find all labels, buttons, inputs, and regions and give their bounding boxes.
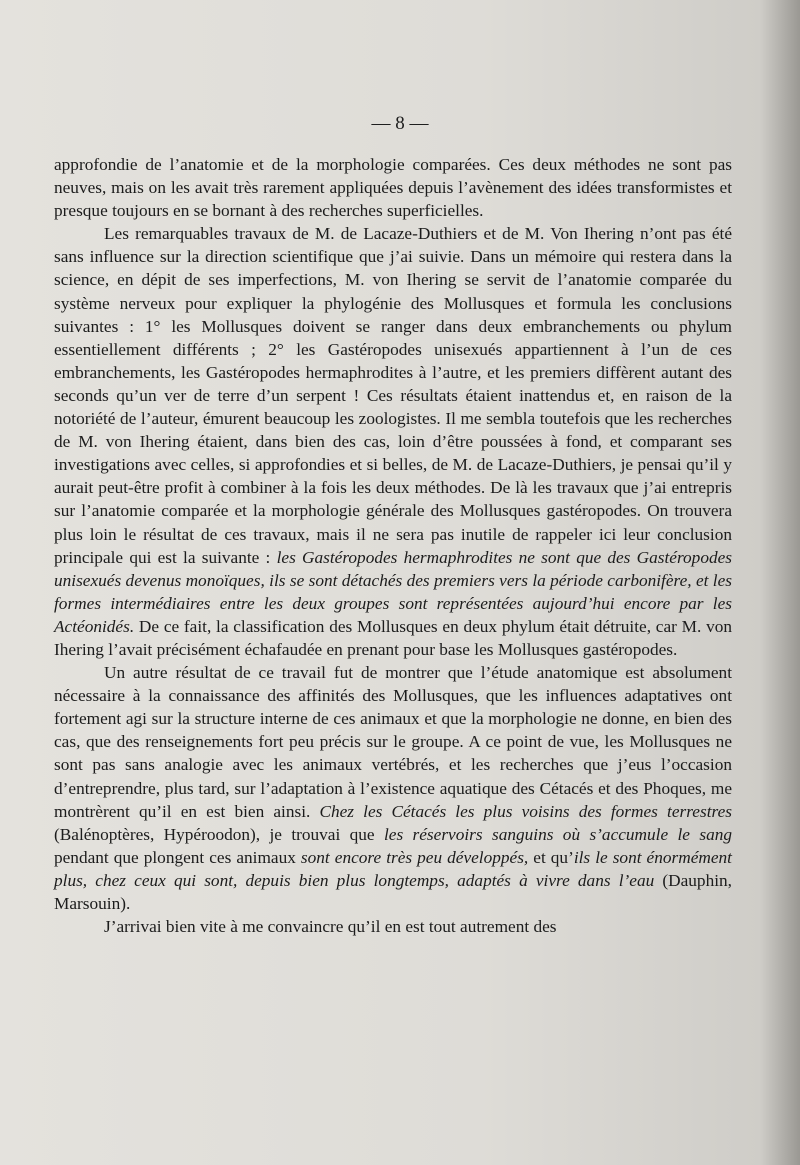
paragraph-4 [54,915,732,938]
paragraph-2 [54,222,732,661]
text-span: approfondie de l’anatomie et de la morphologie comparées. Ces deux méthodes ne sont pas neuves, mais on les avait très rarement appliquées depuis l’avènement des idées transformistes et presque toujours en se bornant à des recherches superficielles. [54,155,732,221]
text-span: (Balénoptères, Hypéroodon), je trouvai que [54,824,384,844]
body-text [54,153,732,938]
page-number: — 8 — [371,113,429,134]
italic-phrase: sont encore très peu développés, [300,847,529,867]
paragraph-1 [54,153,732,222]
italic-phrase: les réservoirs sanguins où s’accumule le sang [383,824,732,844]
paragraph-3 [54,661,732,915]
text-span: Les remarquables travaux de M. de Lacaze-Duthiers et de M. Von Ihering n’ont pas été sans influence sur la direction scientifique que j’ai suivie. Dans un mémoire qui restera dans la science, en dépit de ses imperfections, M. von Ihering se servit de l’anatomie comparée du système nerveux pour expliquer la phylogénie des Mollusques et formula les conclusions suivantes : 1° les Mollusques doivent se ranger dans deux embranchements ou phylum essentiellement différents ; 2° les Gastéropodes unisexués appartiennent à l’un de ces embranchements, les Gastéropodes hermaphrodites à l’autre, et les premiers diffèrent autant des seconds qu’un ver de terre d’un serpent ! Ces résultats étaient inattendus et, en raison de la notoriété de l’auteur, émurent beaucoup les zoologistes. Il me sembla toutefois que les recherches de M. von Ihering étaient, dans bien des cas, loin d’être poussées à fond, et comparant ses investigations avec celles, si approfondies et si belles, de M. de Lacaze-Duthiers, je pensai qu’il y aurait peut-être profit à combiner à la fois les deux méthodes. De là les travaux que j’ai entrepris sur l’anatomie comparée et la morphologie générale des Mollusques gastéropodes. On trouvera plus loin le résultat de ces travaux, mais il ne sera pas inutile de rappeler ici leur conclusion principale qui est la suivante : [54,224,732,567]
italic-conclusion: les Gastéropodes hermaphrodites ne sont que des Gastéropodes unisexués devenus monoïques, ils se sont détachés des premiers vers la période carbonifère, et les formes intermédiaires entre les deux groupes sont représentées aujourd’hui encore par les Actéonidés. [54,547,732,636]
text-span: De ce fait, la classification des Mollusques en deux phylum était détruite, car M. von Ihering l’avait précisément échafaudée en prenant pour base les Mollusques gastéropodes. [54,616,732,659]
italic-phrase: ils le sont énormément plus, chez ceux qui sont, depuis bien plus longtemps, adaptés à vivre dans l’eau [54,847,732,890]
text-span: pendant que plongent ces animaux [54,847,301,867]
text-span: et qu’ [528,847,574,867]
text-span: (Dauphin, Marsouin). [54,870,732,913]
italic-phrase: Chez les Cétacés les plus voisins des formes terrestres [319,801,732,821]
text-span: Un autre résultat de ce travail fut de montrer que l’étude anatomique est absolument nécessaire à la connaissance des affinités des Mollusques, que les influences adaptatives ont fortement agi sur la structure interne de ces animaux et que la morphologie ne donne, en bien des cas, que des renseignements fort peu précis sur le groupe. A ce point de vue, les Mollusques ne sont pas sans analogie avec les animaux vertébrés, et les recherches que j’eus l’occasion d’entreprendre, plus tard, sur l’adaptation à l’existence aquatique des Cétacés et des Phoques, me montrèrent qu’il en est bien ainsi. [54,663,732,821]
text-span: J’arrivai bien vite à me convaincre qu’il en est tout autrement des [104,917,557,937]
